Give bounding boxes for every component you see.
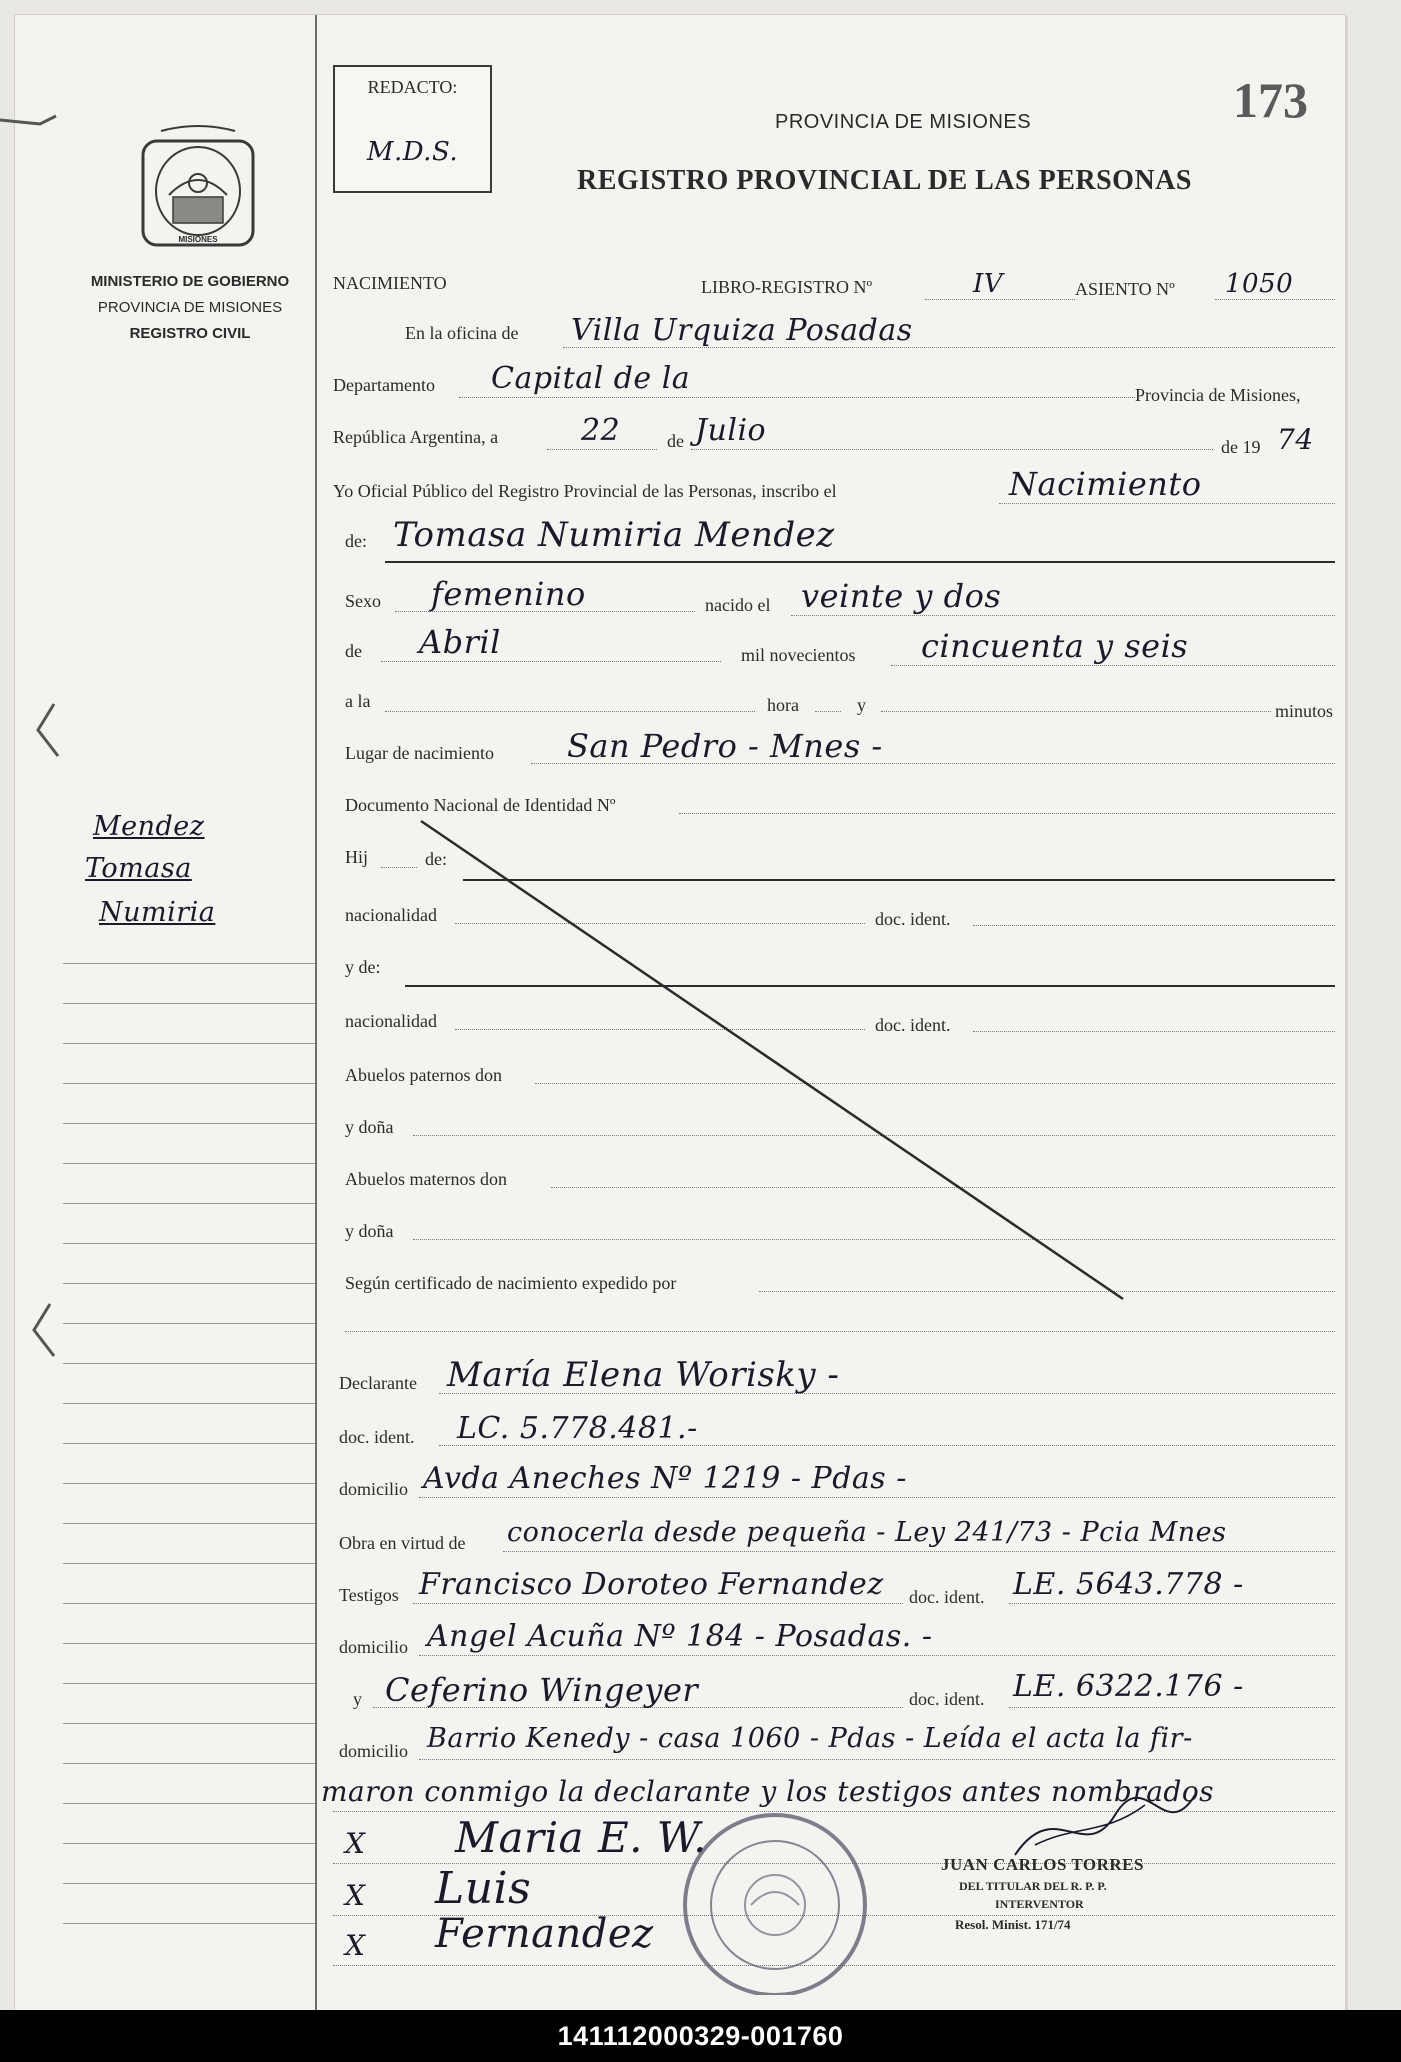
nacionalidad-2-label: nacionalidad [345,1011,437,1031]
abuelos-maternos-label: Abuelos maternos don [345,1169,507,1189]
abuelos-paternos-label: Abuelos paternos don [345,1065,502,1085]
registry-title: REGISTRO PROVINCIAL DE LAS PERSONAS [577,165,1192,196]
province-heading: PROVINCIA DE MISIONES [775,111,1032,133]
domicilio-1-value: Avda Aneches Nº 1219 - Pdas - [423,1461,907,1496]
margin-second-name: Numiria [99,897,216,928]
mes-nacimiento-value: Abril [419,623,501,661]
testigo-1-value: Francisco Doroteo Fernandez [419,1567,884,1602]
margin-ruled-line [63,1403,315,1404]
testigo-1-doc-value: LE. 5643.778 - [1013,1567,1244,1602]
signature-declarante: Maria E. W. [455,1813,707,1862]
anio-nacimiento-value: cincuenta y seis [921,627,1189,665]
dni-label: Documento Nacional de Identidad Nº [345,795,616,815]
certificado-label: Según certificado de nacimiento expedido por [345,1273,677,1293]
margin-ruled-line [63,1683,315,1684]
nacionalidad-1-label: nacionalidad [345,905,437,925]
redacto-label: REDACTO: [367,77,458,97]
lugar-value: San Pedro - Mnes - [567,727,883,765]
asiento-label: ASIENTO Nº [1075,279,1175,299]
official-seal-stamp-icon [655,1795,895,1995]
margin-ruled-line [63,1043,315,1044]
testigos-label: Testigos [339,1585,399,1605]
x-mark-3: X [345,1929,366,1962]
republica-label: República Argentina, a [333,427,499,447]
margin-ruled-line [63,1443,315,1444]
margin-ruled-line [63,1163,315,1164]
doc-ident-2-label: doc. ident. [875,1015,951,1035]
civil-registry-label: REGISTRO CIVIL [129,325,251,342]
hij-label: Hij [345,847,369,867]
provincia-suffix: Provincia de Misiones, [1135,385,1301,405]
margin-ruled-line [63,1803,315,1804]
y-dona-1-label: y doña [345,1117,394,1137]
declarante-doc-value: LC. 5.778.481.- [457,1411,698,1446]
padre-de-label: de: [425,849,447,869]
mil-novecientos-label: mil novecientos [741,645,856,665]
cancellation-stroke [415,815,1135,1305]
obra-value: conocerla desde pequeña - Ley 241/73 - Pcia Mnes [507,1517,1227,1548]
provincial-seal-icon [139,125,257,253]
margin-column [15,15,317,2011]
y-dona-2-label: y doña [345,1221,394,1241]
margin-ruled-line [63,1123,315,1124]
hora-label: hora [767,695,799,715]
ministry-label: MINISTERIO DE GOBIERNO [90,273,290,290]
binder-hook-icon [20,1300,60,1360]
seal-caption: MISIONES [178,235,218,244]
official-role: INTERVENTOR [995,1897,1084,1911]
margin-first-name: Tomasa [85,853,192,884]
domicilio-3-value: Barrio Kenedy - casa 1060 - Pdas - Leída el acta la fir- [427,1723,1193,1754]
domicilio-1-label: domicilio [339,1479,408,1499]
a-la-label: a la [345,691,371,711]
domicilio-2-value: Angel Acuña Nº 184 - Posadas. - [427,1619,933,1654]
margin-ruled-line [63,1483,315,1484]
oficial-text: Yo Oficial Público del Registro Provincial de las Personas, inscribo el [333,481,837,501]
closing-text: maron conmigo la declarante y los testigos antes nombrados [321,1775,1215,1808]
margin-ruled-line [63,1723,315,1724]
de-mes-label: de [345,641,362,661]
y-de-label: y de: [345,957,381,977]
y-testigo-label: y [353,1689,362,1709]
testigo-2-doc-label: doc. ident. [909,1689,985,1709]
month-value: Julio [695,413,767,448]
y-label: y [857,695,866,715]
margin-ruled-line [63,1923,315,1924]
de-nombre-label: de: [345,531,367,551]
sexo-value: femenino [431,575,586,613]
register-page [14,14,1346,2012]
margin-province-label: PROVINCIA DE MISIONES [97,299,283,316]
oficina-value: Villa Urquiza Posadas [571,313,913,348]
domicilio-2-label: domicilio [339,1637,408,1657]
margin-ruled-line [63,1283,315,1284]
doc-ident-1-label: doc. ident. [875,909,951,929]
margin-ruled-line [63,1603,315,1604]
margin-ruled-line [63,963,315,964]
testigo-2-doc-value: LE. 6322.176 - [1013,1669,1244,1704]
margin-ruled-line [63,1643,315,1644]
year-label: de 19 [1221,437,1261,457]
oficina-label: En la oficina de [405,323,519,343]
testigo-1-doc-label: doc. ident. [909,1587,985,1607]
nacido-label: nacido el [705,595,771,615]
nombre-value: Tomasa Numiria Mendez [393,515,835,555]
lugar-label: Lugar de nacimiento [345,743,494,763]
oficial-value: Nacimiento [1009,465,1202,503]
nacimiento-label: NACIMIENTO [333,273,447,293]
margin-ruled-line [63,1243,315,1244]
declarante-label: Declarante [339,1373,417,1393]
official-resolution: Resol. Minist. 171/74 [955,1917,1071,1932]
declarante-doc-label: doc. ident. [339,1427,415,1447]
libro-label: LIBRO-REGISTRO Nº [701,277,873,297]
obra-label: Obra en virtud de [339,1533,466,1553]
binder-hook-icon [0,110,60,150]
x-mark-1: X [345,1827,366,1860]
margin-ruled-line [63,1523,315,1524]
page-number: 173 [1233,72,1308,128]
margin-ruled-line [63,1763,315,1764]
declarante-value: María Elena Worisky - [447,1355,840,1395]
official-title: DEL TITULAR DEL R. P. P. [959,1879,1107,1893]
margin-ruled-line [63,1003,315,1004]
asiento-value: 1050 [1225,269,1294,299]
year-value: 74 [1277,423,1314,456]
domicilio-3-label: domicilio [339,1741,408,1761]
signature-witness-1: Luis [435,1863,532,1914]
testigo-2-value: Ceferino Wingeyer [385,1671,699,1709]
margin-ruled-line [63,1843,315,1844]
redacto-value: M.D.S. [366,137,459,167]
nacido-value: veinte y dos [801,577,1002,615]
redacto-box [333,65,492,193]
margin-ruled-line [63,1883,315,1884]
official-name: JUAN CARLOS TORRES [941,1855,1144,1874]
libro-value: IV [973,269,1004,299]
margin-ruled-line [63,1323,315,1324]
minutos-label: minutos [1275,701,1334,721]
footer-id-bar [0,2010,1401,2062]
margin-surname: Mendez [93,811,205,842]
day-value: 22 [581,413,621,448]
margin-ruled-line [63,1083,315,1084]
x-mark-2: X [345,1879,366,1912]
margin-ruled-line [63,1563,315,1564]
binder-hook-icon [24,700,64,760]
signature-witness-2: Fernandez [435,1911,654,1957]
departamento-label: Departamento [333,375,435,395]
margin-ruled-line [63,1363,315,1364]
margin-ruled-line [63,1203,315,1204]
sexo-label: Sexo [345,591,381,611]
de-label: de [667,431,684,451]
document-id: 141112000329-001760 [557,2021,844,2051]
departamento-value: Capital de la [491,361,691,396]
